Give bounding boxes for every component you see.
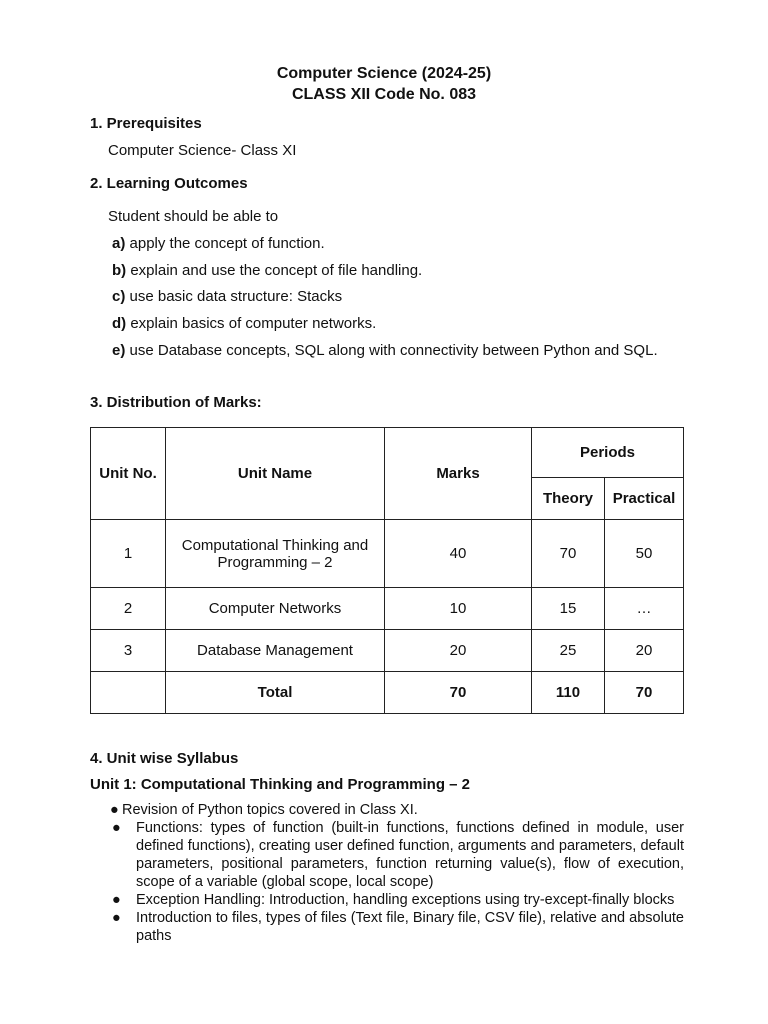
cell-theory: 25: [532, 630, 605, 672]
list-item-text: Exception Handling: Introduction, handling exceptions using try-except-finally blocks: [136, 892, 675, 908]
total-row: [91, 672, 684, 714]
outcome-marker: d): [112, 315, 127, 332]
header-marks: Marks: [385, 428, 532, 520]
cell-practical: …: [605, 588, 684, 630]
learning-outcomes-heading: 2. Learning Outcomes: [90, 175, 248, 192]
list-item: [108, 801, 684, 819]
list-item: [108, 819, 684, 891]
list-item-text: Introduction to files, types of files (Text file, Binary file, CSV file), relative and absolute paths: [136, 910, 684, 944]
bullet-icon: ●: [112, 892, 121, 908]
outcome-item: [112, 288, 342, 305]
total-practical: 70: [605, 672, 684, 714]
cell-unit-name: Computer Networks: [166, 588, 385, 630]
table-row: [91, 588, 684, 630]
document-title: Computer Science (2024-25): [276, 65, 492, 82]
prerequisites-heading: 1. Prerequisites: [90, 115, 202, 132]
header-unit-no: Unit No.: [91, 428, 166, 520]
distribution-heading: 3. Distribution of Marks:: [90, 394, 262, 411]
outcome-item: [112, 315, 376, 332]
cell-practical: 20: [605, 630, 684, 672]
cell-marks: 20: [385, 630, 532, 672]
marks-distribution-table: [90, 427, 684, 714]
outcome-text: use basic data structure: Stacks: [125, 288, 343, 305]
table-row: [91, 520, 684, 588]
cell-unit-no: 1: [91, 520, 166, 588]
cell-unit-name: Computational Thinking and Programming – 2: [166, 520, 385, 588]
header-periods: Periods: [532, 428, 684, 478]
list-item: [108, 891, 684, 909]
unit1-heading: Unit 1: Computational Thinking and Programming – 2: [90, 776, 471, 793]
prerequisites-text: Computer Science- Class XI: [108, 142, 297, 159]
outcome-text: explain and use the concept of file handling.: [126, 262, 423, 279]
total-label: Total: [166, 672, 385, 714]
cell-empty: [91, 672, 166, 714]
outcome-marker: c): [112, 288, 126, 305]
list-item: [108, 909, 684, 945]
bullet-icon: ●: [112, 910, 121, 926]
outcome-item: [112, 342, 658, 359]
bullet-icon: ●: [110, 802, 119, 818]
outcome-text: apply the concept of function.: [125, 235, 325, 252]
unit1-topic-list: [108, 801, 684, 945]
outcome-item: [112, 262, 422, 279]
cell-marks: 10: [385, 588, 532, 630]
cell-unit-name: Database Management: [166, 630, 385, 672]
document-subtitle: CLASS XII Code No. 083: [291, 86, 477, 103]
cell-theory: 70: [532, 520, 605, 588]
cell-practical: 50: [605, 520, 684, 588]
header-practical: Practical: [605, 478, 684, 520]
cell-theory: 15: [532, 588, 605, 630]
learning-outcomes-intro: Student should be able to: [108, 208, 279, 225]
outcome-text: explain basics of computer networks.: [126, 315, 377, 332]
outcome-text: use Database concepts, SQL along with connectivity between Python and SQL.: [125, 342, 658, 359]
list-item-text: Functions: types of function (built-in functions, functions defined in module, user defined functions), creating user defined function, arguments and parameters, default parameters, positional parameters, function returning value(s), flow of execution, scope of a variable (global scope, local scope): [136, 820, 684, 890]
list-item-text: Revision of Python topics covered in Class XI.: [122, 802, 418, 818]
outcome-item: [112, 235, 325, 252]
cell-unit-no: 2: [91, 588, 166, 630]
total-theory: 110: [532, 672, 605, 714]
total-marks: 70: [385, 672, 532, 714]
outcome-marker: a): [112, 235, 126, 252]
cell-marks: 40: [385, 520, 532, 588]
table-row: [91, 630, 684, 672]
outcome-marker: e): [112, 342, 126, 359]
cell-unit-no: 3: [91, 630, 166, 672]
header-theory: Theory: [532, 478, 605, 520]
outcome-marker: b): [112, 262, 127, 279]
bullet-icon: ●: [112, 820, 121, 836]
header-unit-name: Unit Name: [166, 428, 385, 520]
syllabus-heading: 4. Unit wise Syllabus: [90, 750, 239, 767]
